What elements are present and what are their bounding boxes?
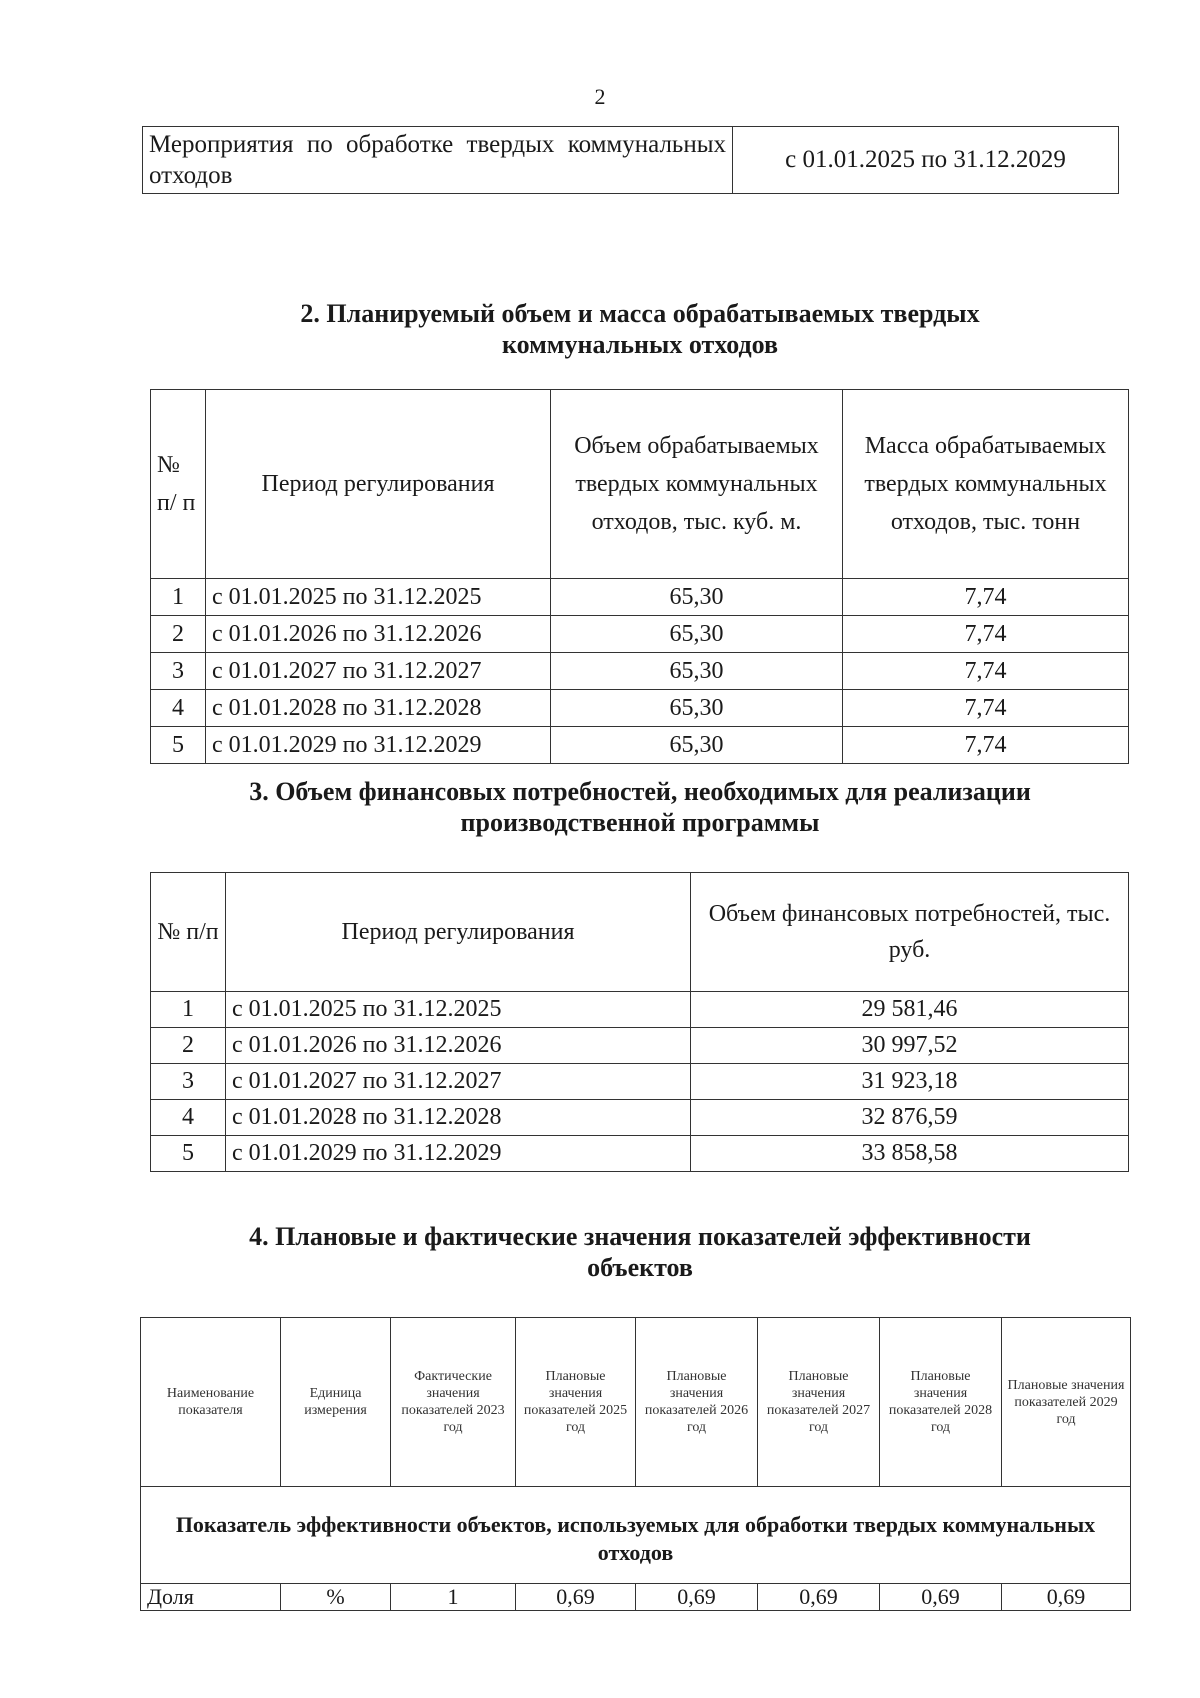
volume-mass-table xyxy=(150,389,1129,764)
table-row xyxy=(143,127,1119,194)
header-amount: Объем финансовых потребностей, тыс. руб. xyxy=(691,873,1129,992)
table-row: 5 с 01.01.2029 по 31.12.2029 65,30 7,74 xyxy=(151,727,1129,764)
table-header-row xyxy=(151,390,1129,579)
table-row: Доля % 1 0,69 0,69 0,69 0,69 0,69 xyxy=(141,1584,1131,1611)
table-row: 3 с 01.01.2027 по 31.12.2027 65,30 7,74 xyxy=(151,653,1129,690)
table-row: 2 с 01.01.2026 по 31.12.2026 30 997,52 xyxy=(151,1028,1129,1064)
table-row: 4 с 01.01.2028 по 31.12.2028 65,30 7,74 xyxy=(151,690,1129,727)
table-row: 3 с 01.01.2027 по 31.12.2027 31 923,18 xyxy=(151,1064,1129,1100)
header-period: Период регулирования xyxy=(226,873,691,992)
activity-name-cell: Мероприятия по обработке твердых коммунальных отходов xyxy=(143,127,733,194)
header-period: Период регулирования xyxy=(206,390,551,579)
section-4-title: 4. Плановые и фактические значения показателей эффективности объектов xyxy=(249,1222,1031,1282)
section-row-title: Показатель эффективности объектов, используемых для обработки твердых коммунальных отходов xyxy=(141,1487,1131,1584)
efficiency-indicators-table xyxy=(140,1317,1131,1611)
header-indicator-name: Наименование показателя xyxy=(141,1318,281,1487)
table-row: 1 с 01.01.2025 по 31.12.2025 29 581,46 xyxy=(151,992,1129,1028)
table-row: 2 с 01.01.2026 по 31.12.2026 65,30 7,74 xyxy=(151,616,1129,653)
header-plan-2025: Плановые значения показателей 2025 год xyxy=(516,1318,636,1487)
table-header-row xyxy=(141,1318,1131,1487)
table-header-row xyxy=(151,873,1129,992)
table-row: 5 с 01.01.2029 по 31.12.2029 33 858,58 xyxy=(151,1136,1129,1172)
activities-table xyxy=(142,126,1119,194)
table-section-row xyxy=(141,1487,1131,1584)
page-number: 2 xyxy=(594,84,606,109)
header-actual-2023: Фактические значения показателей 2023 год xyxy=(391,1318,516,1487)
header-unit: Единица измерения xyxy=(281,1318,391,1487)
header-num: № п/п xyxy=(151,873,226,992)
activity-period-cell: с 01.01.2025 по 31.12.2029 xyxy=(733,127,1119,194)
table-row: 4 с 01.01.2028 по 31.12.2028 32 876,59 xyxy=(151,1100,1129,1136)
header-plan-2026: Плановые значения показателей 2026 год xyxy=(636,1318,758,1487)
header-mass: Масса обрабатываемых твердых коммунальных отходов, тыс. тонн xyxy=(843,390,1129,579)
header-volume: Объем обрабатываемых твердых коммунальных отходов, тыс. куб. м. xyxy=(551,390,843,579)
section-3-title: 3. Объем финансовых потребностей, необходимых для реализации производственной программы xyxy=(249,777,1031,837)
table-row: 1 с 01.01.2025 по 31.12.2025 65,30 7,74 xyxy=(151,579,1129,616)
header-plan-2027: Плановые значения показателей 2027 год xyxy=(758,1318,880,1487)
section-2-title: 2. Планируемый объем и масса обрабатываемых твердых коммунальных отходов xyxy=(300,299,980,359)
header-plan-2029: Плановые значения показателей 2029 год xyxy=(1002,1318,1131,1487)
header-num: № п/ п xyxy=(151,390,206,579)
financial-needs-table xyxy=(150,872,1129,1172)
header-plan-2028: Плановые значения показателей 2028 год xyxy=(880,1318,1002,1487)
